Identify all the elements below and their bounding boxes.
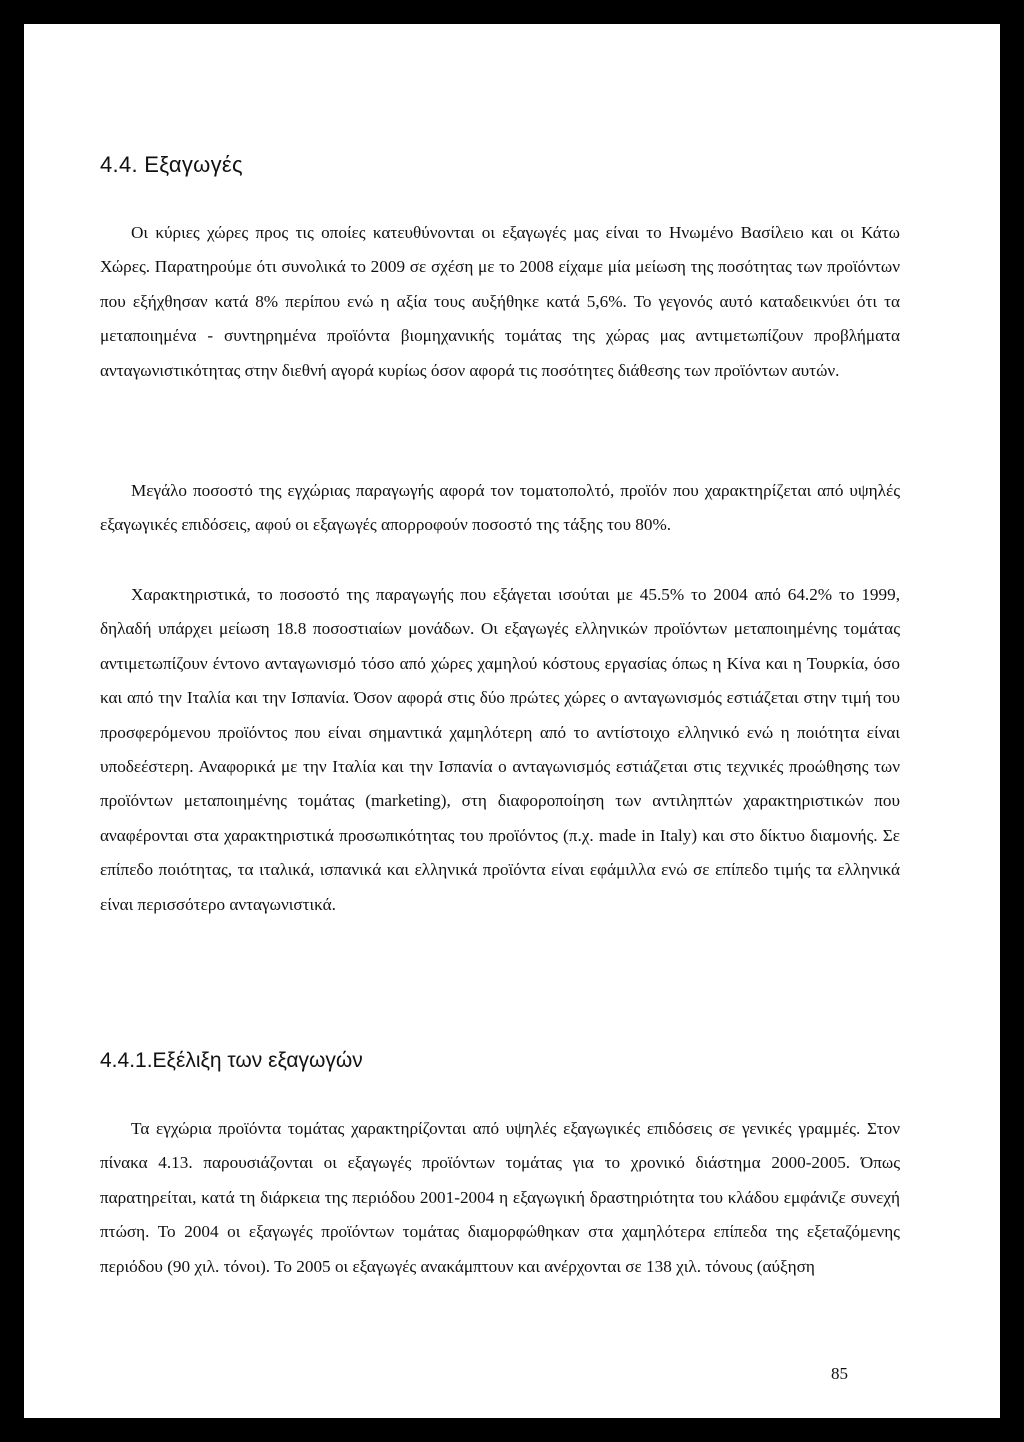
body-paragraph: Χαρακτηριστικά, το ποσοστό της παραγωγής που εξάγεται ισούται με 45.5% το 2004 από 64.2% το 1999, δηλαδή υπάρχει μείωση 18.8 ποσοστιαίων μονάδων. Οι εξαγωγές ελληνικών προϊόντων μεταποιημένης τομάτας αντιμετωπίζουν έντονο ανταγωνισμό τόσο από χώρες χαμηλού κόστους εργασίας όπως η Κίνα και η Τουρκία, όσο και από την Ιταλία και την Ισπανία. Όσον αφορά στις δύο πρώτες χώρες ο ανταγωνισμός εστιάζεται στην τιμή του προσφερόμενου προϊόντος που είναι σημαντικά χαμηλότερη από το αντίστοιχο ελληνικό ενώ η ποιότητα είναι υποδεέστερη. Αναφορικά με την Ιταλία και την Ισπανία ο ανταγωνισμός εστιάζεται στις τεχνικές προώθησης των προϊόντων μεταποιημένης τομάτας (marketing), στη διαφοροποίηση των αντιληπτών χαρακτηριστικών που αναφέρονται στα χαρακτηριστικά προσωπικότητας του προϊόντος (π.χ. made in Italy) και στο δίκτυο διαμονής. Σε επίπεδο ποιότητας, τα ιταλικά, ισπανικά και ελληνικά προϊόντα είναι εφάμιλλα ενώ σε επίπεδο τιμής τα ελληνικά είναι περισσότερο ανταγωνιστικά. [100, 585, 900, 914]
body-paragraph: Οι κύριες χώρες προς τις οποίες κατευθύνονται οι εξαγωγές μας είναι το Ηνωμένο Βασίλειο και οι Κάτω Χώρες. Παρατηρούμε ότι συνολικά το 2009 σε σχέση με το 2008 είχαμε μία μείωση της ποσότητας των προϊόντων που εξήχθησαν κατά 8% περίπου ενώ η αξία τους αυξήθηκε κατά 5,6%. Το γεγονός αυτό καταδεικνύει ότι τα μεταποιημένα - συντηρημένα προϊόντα βιομηχανικής τομάτας της χώρας μας αντιμετωπίζουν προβλήματα ανταγωνιστικότητας στην διεθνή αγορά κυρίως όσον αφορά τις ποσότητες διάθεσης των προϊόντων αυτών. [100, 223, 900, 380]
body-paragraph: Τα εγχώρια προϊόντα τομάτας χαρακτηρίζονται από υψηλές εξαγωγικές επιδόσεις σε γενικές γραμμές. Στον πίνακα 4.13. παρουσιάζονται οι εξαγωγές προϊόντων τομάτας για το χρονικό διάστημα 2000-2005. Όπως παρατηρείται, κατά τη διάρκεια της περιόδου 2001-2004 η εξαγωγική δραστηριότητα του κλάδου εμφάνιζε συνεχή πτώση. Το 2004 οι εξαγωγές προϊόντων τομάτας διαμορφώθηκαν στα χαμηλότερα επίπεδα της εξεταζόμενης περιόδου (90 χιλ. τόνοι). Το 2005 οι εξαγωγές ανακάμπτουν και ανέρχονται σε 138 χιλ. τόνους (αύξηση [100, 1119, 900, 1276]
page-number: 85 [831, 1364, 848, 1383]
body-paragraph: Μεγάλο ποσοστό της εγχώριας παραγωγής αφορά τον τοματοπολτό, προϊόν που χαρακτηρίζεται από υψηλές εξαγωγικές επιδόσεις, αφού οι εξαγωγές απορροφούν ποσοστό της τάξης του 80%. [100, 481, 900, 535]
subsection-heading: 4.4.1.Εξέλιξη των εξαγωγών [100, 1049, 363, 1072]
document-page [24, 24, 1000, 1418]
section-heading: 4.4. Εξαγωγές [100, 152, 243, 177]
